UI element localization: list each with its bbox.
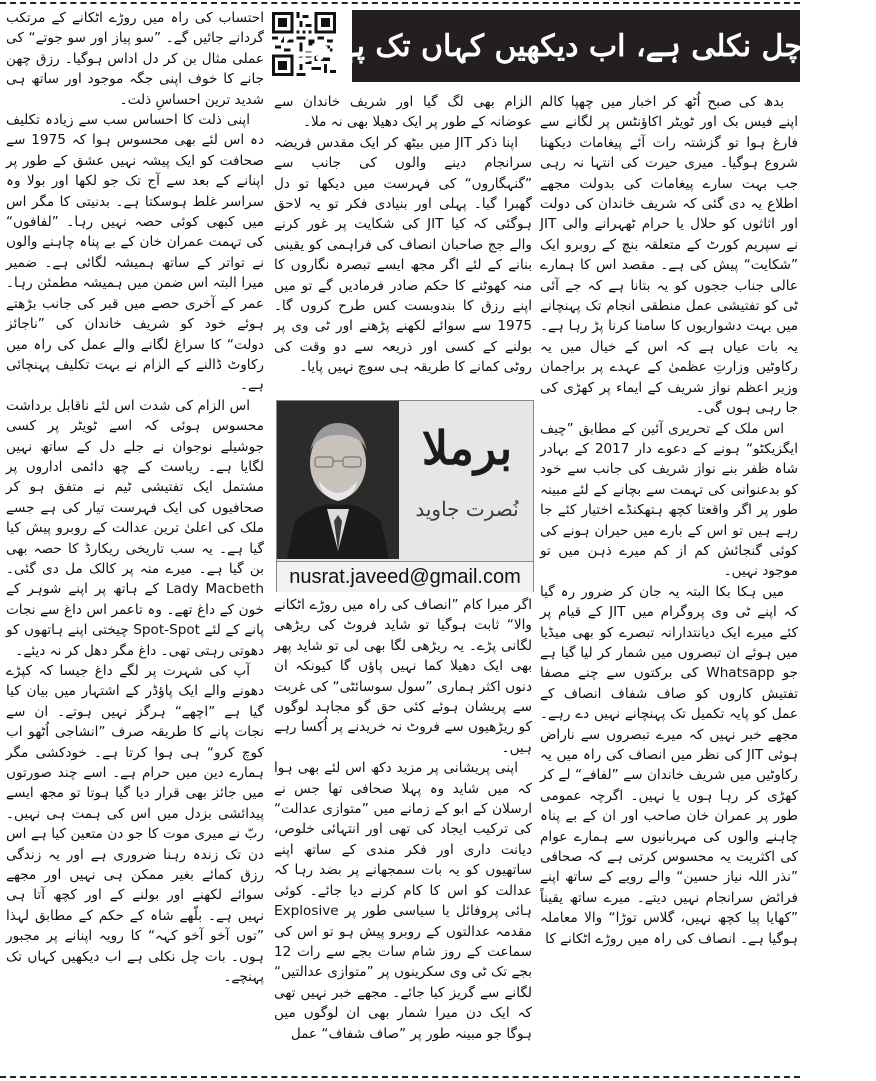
author-photo <box>277 401 399 559</box>
paragraph: احتساب کی راہ میں روڑے اٹکانے کے مرتکب گردانے جائیں گے۔ ”سو پیاز اور سو جوتے“ کی عملی مثال بن کر دل اداس ہوگیا۔ رزق چھن جانے کا خوف اپنی جگہ موجود اور ساتھ ہی شدید ترین احساسِ ذلت۔ <box>6 10 264 108</box>
paragraph: اپنی ذلت کا احساس سب سے زیادہ تکلیف دہ اس لئے بھی محسوس ہوا کہ 1975 سے صحافت کو ایک پیشہ نہیں عشق کے طور پر اپنانے کے بعد سے آج تک جو لکھا اور بولا وہ سراسر غلط ہوسکتا ہے۔ بدنیتی کا مگر اس میں کبھی کوئی حصہ نہیں رہا۔ ”لفافوں“ کی تہمت عمران خان کے بے پناہ چاہنے والوں نے تواتر کے ساتھ ہمیشہ لگائی ہے۔ ضمیر میرا البتہ اس ضمن میں ہمیشہ مطمئن رہا۔ عمر کے آخری حصے میں قبر کی جانب بڑھتے ہوئے خود کو شریف خاندان کی ”ناجائز دولت“ کا سراغ لگانے والے عمل کی راہ میں رکاوٹ ڈالنے کے الزام نے بہت تکلیف پہنچائی ہے۔ <box>6 112 264 394</box>
headline-text: “بات چل نکلی ہے، اب دیکھیں کہاں تک پہنچے” <box>275 28 876 64</box>
paragraph: اپنی پریشانی پر مزید دکھ اس لئے بھی ہوا کہ میں شاید وہ پہلا صحافی تھا جس نے ارسلان کے ابو کے زمانے میں ”متوازی عدالت“ کی ترکیب ایجاد کی تھی اور انتہائی خلوص، دیانت داری اور فکر مندی کے ساتھ اپنے ساتھیوں کو یہ بات سمجھانے پر بضد رہا کہ عدالت کو اس کا کام کرنے دیا جائے۔ کوئی ہائی پروفائل یا سیاسی طور پر Explosive مقدمہ عدالتوں کے روبرو پیش ہو تو اس کی سماعت کے روز شام سات بجے سے رات 12 بجے تک ٹی وی سکرینوں پر ”متوازی عدالتیں“ لگانے سے گریز کیا جائے۔ مجھے خبر نہیں تھی کہ ایک دن میرا شمار بھی ان لوگوں میں ہوگا جو مبینہ طور پر ”صاف شفاف“ عمل <box>274 760 532 1042</box>
author-byline-box <box>276 400 534 592</box>
author-email[interactable] <box>277 561 533 592</box>
bottom-dashed-rule <box>0 1076 800 1078</box>
article-column-middle-bottom <box>274 595 532 1044</box>
author-portrait-icon <box>277 401 399 559</box>
paragraph: اگر میرا کام ”انصاف کی راہ میں روڑے اٹکانے والا“ ثابت ہوگیا تو شاید فروٹ کی ریڑھی لگانی پڑے۔ یہ ریڑھی لگا بھی لی تو شاید پھر بھی ایک دھیلا کما نہیں پاؤں گا کیونکہ ان دنوں اکثر ہماری ”سول سوسائٹی“ کی غربت سے پریشان ہوئے کئی حق گو مجاہد لوگوں کو ریڑھیوں سے فروٹ نہ خریدنے پر اُکسا رہے ہیں۔ <box>274 597 532 756</box>
paragraph: اپنا ذکر JIT میں بیٹھ کر ایک مقدس فریضہ سرانجام دینے والوں کی جانب سے ”گنہگاروں“ کی فہرست میں دیکھا تو دل گھبرا گیا۔ پہلی اور بنیادی فکر تو یہ لاحق ہوگئی کہ کیا JIT کی شکایت پر غور کرنے والے جج صاحبان انصاف کی فراہمی کو یقینی بنانے کے لئے اگر مجھ ایسے تبصرہ نگاروں کا منہ کھوٹنے کا حکم صادر فرمادیں گے تو میں اپنے رزق کا بندوبست کس طرح کروں گا۔ 1975 سے سوائے لکھنے پڑھنے اور ٹی وی پر بولنے کے کسی اور ذریعہ سے دو وقت کی روٹی کمانے کا طریقہ ہی سوچ نہیں پایا۔ <box>274 134 532 376</box>
paragraph: آپ کی شہرت پر لگے داغ جیسا کہ کپڑے دھونے والے ایک پاؤڈر کے اشتہار میں بیان کیا گیا ہے ”اچھے“ ہرگز نہیں ہوتے۔ ان سے نجات پانے کا طریقہ صرف ”انشاجی اُٹھو اب کوچ کرو“ ہی ہوا کرتا ہے۔ خودکشی مگر ہمارے دین میں حرام ہے۔ اسے چند صورتوں میں جائز بھی قرار دیا گیا ہوتا تو مجھ ایسے پیدائشی بزدل میں اس کی ہمت ہی نہیں۔ ربّ نے میری موت کا جو دن متعین کیا ہے اس دن تک زندہ رہنا ضروری ہے اور یہ زندگی رزق کمائے بغیر ممکن ہی نہیں اور مجھے سوائے لکھنے اور بولنے کے اور کچھ آتا ہی نہیں ہے۔ بلّھے شاہ کے حکم کے مطابق لہذا ”توں آخو آخو کہہ“ کا رویہ اپنانے پر مجبور ہوں۔ بات چل نکلی ہے اب دیکھیں کہاں تک پہنچے۔ <box>6 663 264 986</box>
author-name: نُصرت جاوید <box>415 497 519 521</box>
author-email-text[interactable]: nusrat.javeed@gmail.com <box>289 565 521 588</box>
top-dashed-rule <box>0 2 800 4</box>
article-column-right <box>540 92 798 949</box>
article-column-middle-top <box>274 92 532 378</box>
paragraph: اس الزام کی شدت اس لئے ناقابل برداشت محسوس ہوئی کہ اسے ٹویٹر پر کسی جوشیلے نوجوان نے جلے دل کے ساتھ نہیں لگایا ہے۔ ریاست کے چھ دائمی اداروں پر مشتمل ایک تفتیشی ٹیم نے متفق ہو کر صحافیوں کی ایک فہرست تیار کی ہے جسے ملک کی اعلیٰ ترین عدالت کے روبرو پیش کیا گیا ہے۔ یہ سب تاریخی ریکارڈ کا حصہ بھی بن گیا ہے۔ میرے منہ پر کالک مل دی گئی۔ Lady Macbeth کے ہاتھ پر اپنے شوہر کے خون کے داغ تھے۔ وہ تاعمر اس داغ سے نجات پانے کے لئے Spot-Spot چیختی اپنے ہاتھوں کو دھوتی رہتی تھی۔ داغ مگر دھل کر نہ دیئے۔ <box>6 397 264 659</box>
paragraph: بدھ کی صبح اُٹھ کر اخبار میں چھپا کالم اپنے فیس بک اور ٹویٹر اکاؤنٹس پر لگانے سے فارغ ہوا تو گزشتہ رات آئے پیغامات دیکھنا شروع ہوگیا۔ میری حیرت کی انتہا نہ رہی جب بہت سارے پیغامات کی بدولت مجھے اطلاع یہ دی گئی کہ شریف خاندان کی دولت اور اثاثوں کو حلال یا حرام ٹھہرانے والی JIT نے سپریم کورٹ کے متعلقہ بنچ کے روبرو ایک ”شکایت“ پیش کی ہے۔ مقصد اس کا ہمارے عالی جناب ججوں کو یہ بتانا ہے کہ جے آئی ٹی کو تفتیشی عمل منطقی انجام تک پہنچانے میں بہت دشواریوں کا سامنا کرنا پڑ رہا ہے۔ یہ بات عیاں ہے کہ اس کے خیال میں یہ رکاوٹیں وزارتِ عظمیٰ کے عہدے پر براجمان وزیر اعظم نواز شریف کے ایماء پر کھڑی کی جا رہی ہوں گی۔ <box>540 94 798 417</box>
article-column-left <box>6 8 264 988</box>
paragraph: الزام بھی لگ گیا اور شریف خاندان سے عوضانہ کے طور پر ایک دھیلا بھی نہ ملا۔ <box>274 94 532 131</box>
paragraph: اس ملک کے تحریری آئین کے مطابق ”چیف ایگزیکٹو“ ہونے کے دعوے دار 2017 کے بہادر شاہ ظفر بنے نواز شریف کی جانب سے خود کو بدعنوانی کی تہمت سے بچانے کے لئے مبینہ طور پر اگر واقعتا کچھ ہتھکنڈے اختیار کئے جا رہے ہیں تو اس کے بارے میں حیران ہونے کی کوئی گنجائش کم از کم میرے ذہن میں تو موجود نہیں۔ <box>540 420 798 580</box>
column-title: برملا <box>421 421 513 475</box>
paragraph: میں ہکا بکا البتہ یہ جان کر ضرور رہ گیا کہ اپنے ٹی وی پروگرام میں JIT کے قیام پر کئے میرے ایک دیانتدارانہ تبصرے کو بھی میڈیا میں ہوئے ان تبصروں میں شمار کر لیا گیا ہے جو Whatsapp کی برکتوں سے چنے مصفا تفتیش کاروں کو صاف شفاف انصاف کے عمل کو پایہ تکمیل تک پہنچانے نہیں دے رہے۔ مجھے خبر نہیں کہ میرے تبصروں سے ناراض ہوئی JIT کی نظر میں انصاف کی راہ میں یہ رکاوٹیں میں شریف خاندان سے ”لفافے“ لے کر کھڑی کر رہا ہوں یا نہیں۔ اگرچہ عمومی طور پر عمران خان صاحب اور ان کے بے پناہ چاہنے والوں کی مہربانیوں سے ہمارے عوام کی اکثریت یہ محسوس کرتی ہے کہ صحافی ”نذر اللہ نیاز حسین“ والے رویے کے ساتھ اپنے فرائض سرانجام نہیں دیتے۔ میرے ساتھ یقیناً ”کھایا پیا کچھ نہیں، گلاس توڑا“ والا معاملہ ہوگیا ہے۔ انصاف کی راہ میں روڑے اٹکانے کا <box>540 583 799 947</box>
headline <box>275 10 876 82</box>
